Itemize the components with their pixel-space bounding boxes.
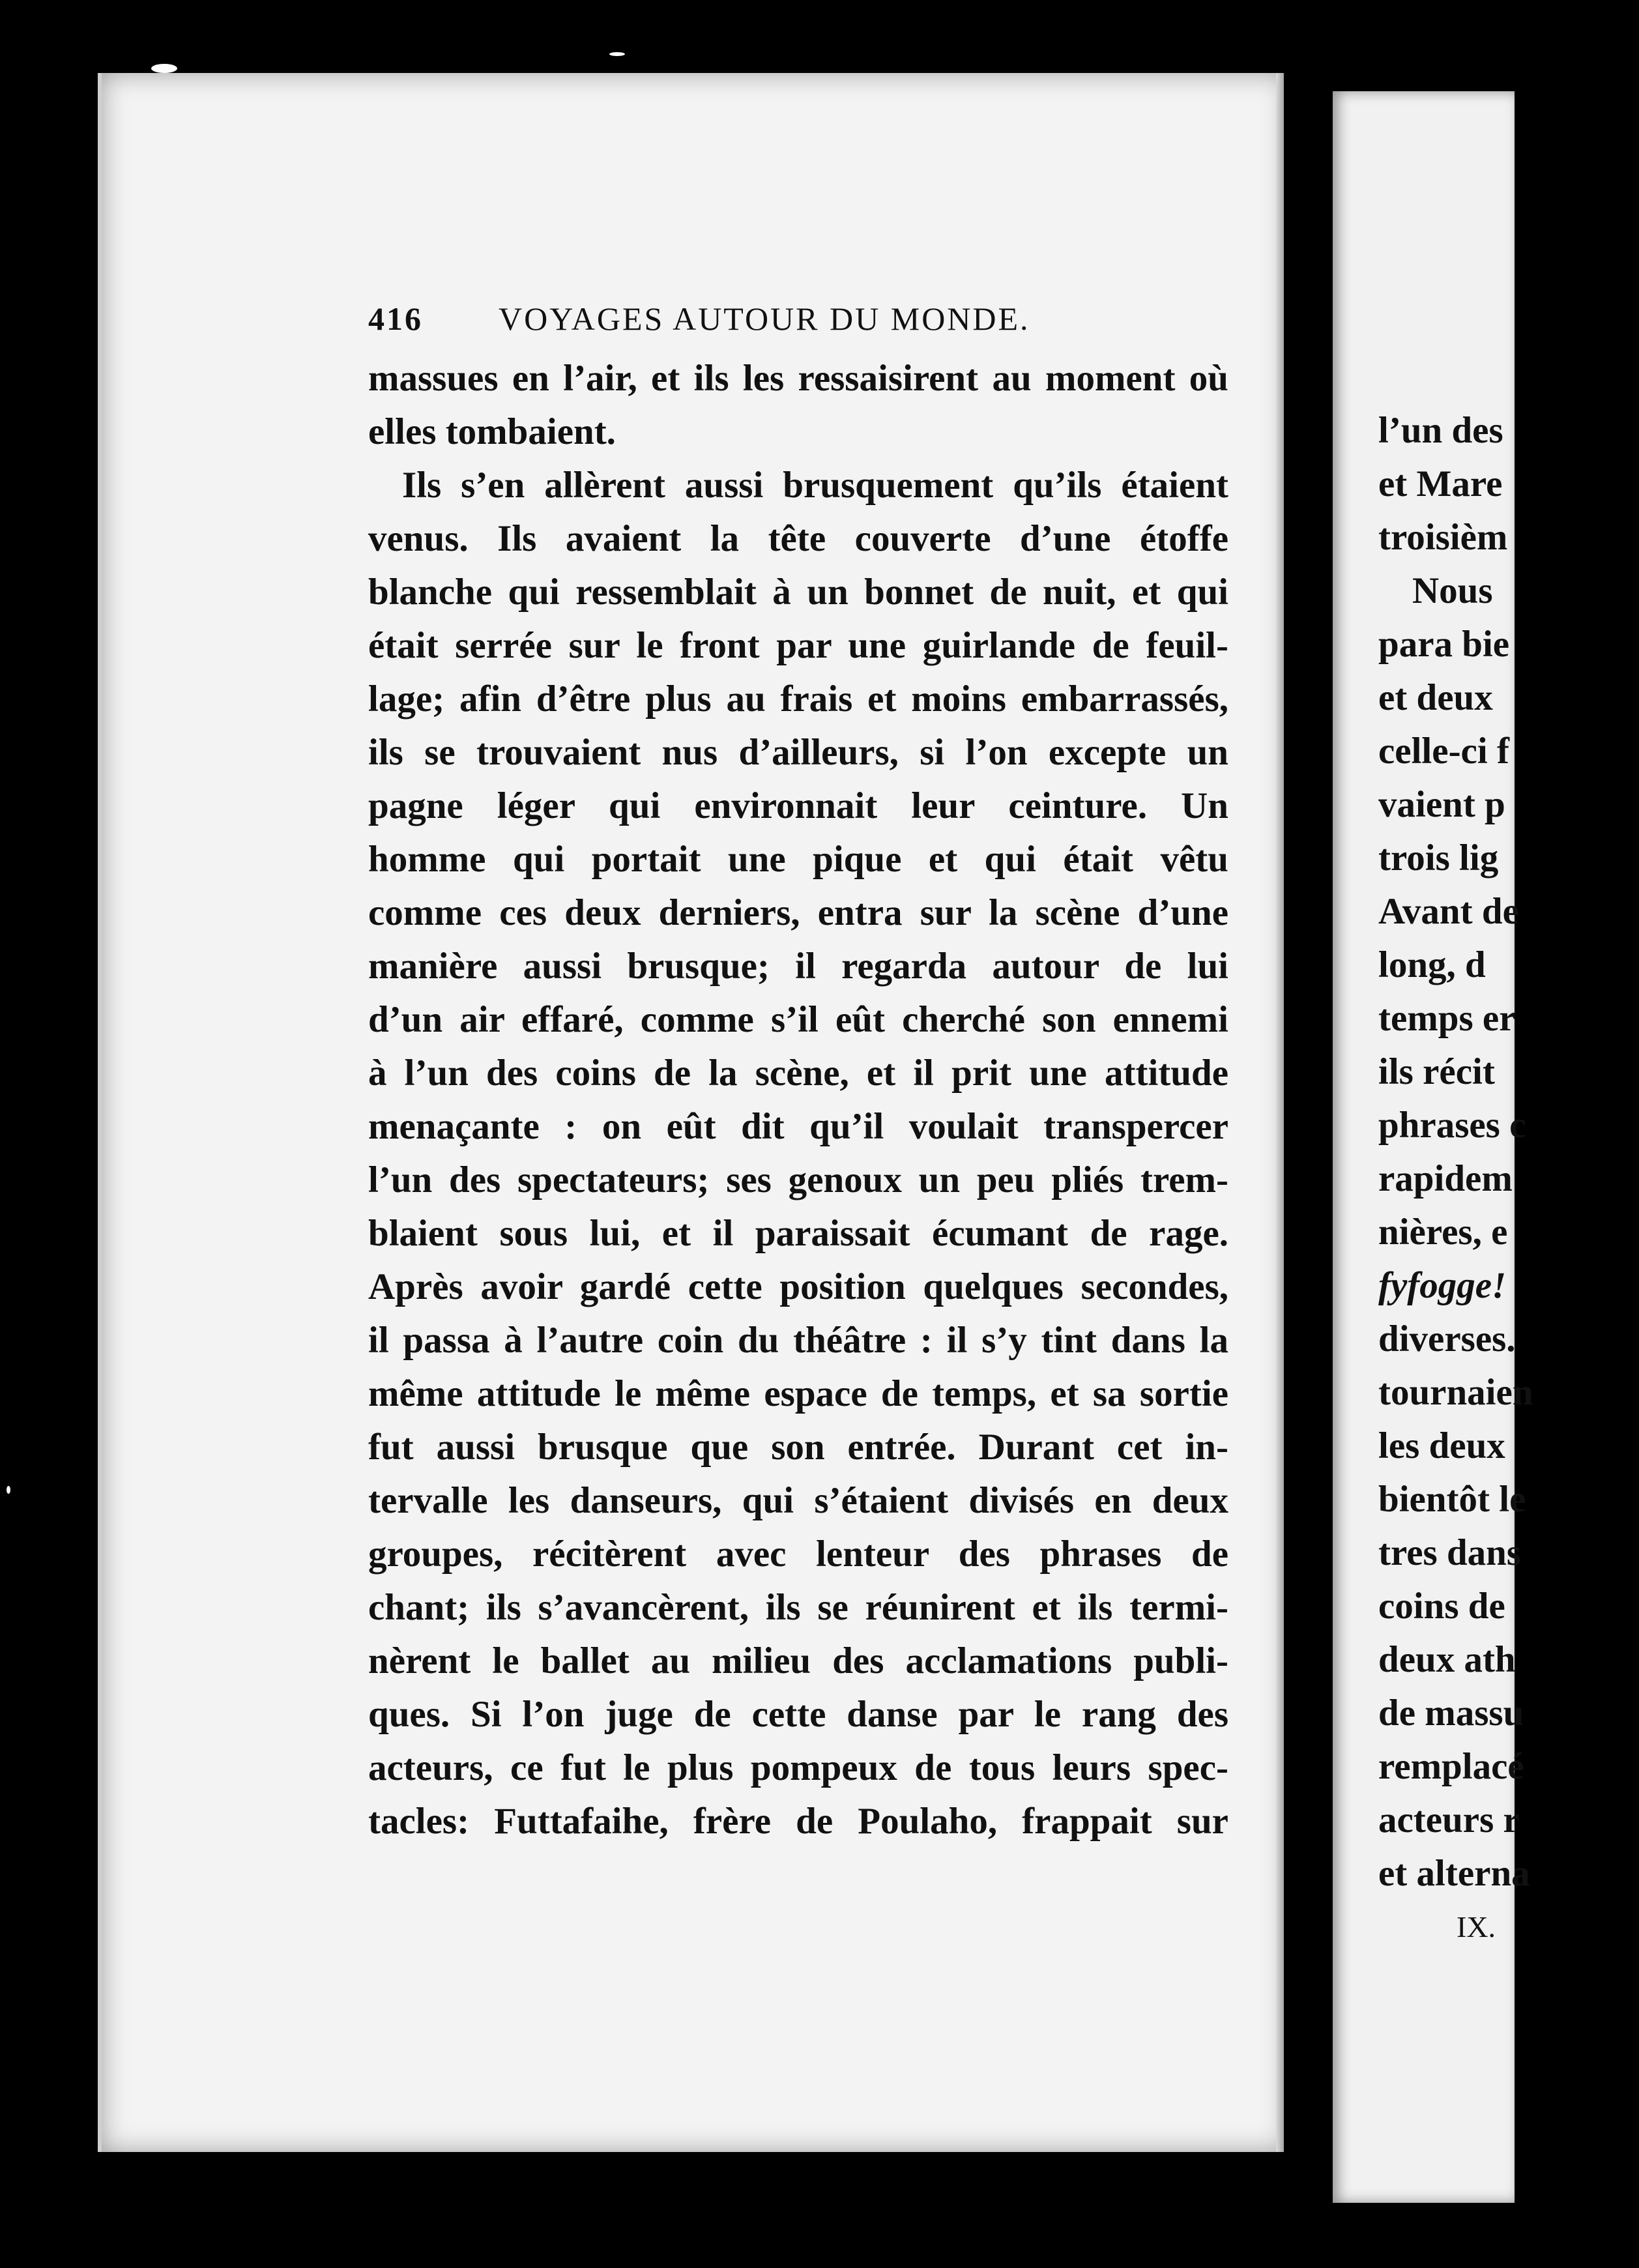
- left-page-text: [368, 352, 1228, 1848]
- right-text-line: vaient p: [1378, 784, 1505, 825]
- text-line: manière aussi brusque; il regarda autour de lui: [368, 946, 1228, 987]
- text-line: blanche qui ressemblait à un bonnet de nuit, et qui: [368, 572, 1228, 613]
- text-line: venus. Ils avaient la tête couverte d’une étoffe: [368, 518, 1228, 559]
- text-line: groupes, récitèrent avec lenteur des phrases de: [368, 1534, 1228, 1575]
- text-line: était serrée sur le front par une guirlande de feuil-: [368, 625, 1228, 666]
- right-text-line: tournaien: [1378, 1372, 1533, 1413]
- right-text-line: rapidem: [1378, 1158, 1513, 1199]
- right-text-line: coins de: [1378, 1586, 1505, 1627]
- right-text-line: l’un des: [1378, 410, 1503, 451]
- right-text-line: Nous: [1412, 570, 1493, 611]
- right-text-line: trois lig: [1378, 837, 1499, 879]
- text-line: menaçante : on eût dit qu’il voulait transpercer: [368, 1106, 1228, 1147]
- text-line: il passa à l’autre coin du théâtre : il s’y tint dans la: [368, 1320, 1228, 1361]
- scan-speck: [609, 52, 625, 56]
- text-line: l’un des spectateurs; ses genoux un peu pliés trem-: [368, 1159, 1228, 1200]
- text-line: homme qui portait une pique et qui était vêtu: [368, 839, 1228, 880]
- right-text-line: et alterna: [1378, 1853, 1530, 1894]
- scan-speck: [7, 1486, 10, 1494]
- right-text-line: long, d: [1378, 944, 1486, 985]
- book-gutter: [1284, 59, 1333, 2209]
- right-page-text: [1378, 404, 1639, 1954]
- page-number: 416: [368, 300, 423, 337]
- text-line: pagne léger qui environnait leur ceinture. Un: [368, 785, 1228, 826]
- right-text-line: Avant de: [1378, 891, 1519, 932]
- page-header: [368, 300, 1228, 338]
- right-text-line: fyfogge!: [1378, 1265, 1507, 1306]
- text-line: ils se trouvaient nus d’ailleurs, si l’on excepte un: [368, 732, 1228, 773]
- right-text-line: et Mare: [1378, 463, 1503, 504]
- text-line: tervalle les danseurs, qui s’étaient divisés en deux: [368, 1480, 1228, 1521]
- text-line: nèrent le ballet au milieu des acclamations publi-: [368, 1640, 1228, 1681]
- scan-speck: [151, 64, 177, 73]
- text-line: blaient sous lui, et il paraissait écumant de rage.: [368, 1213, 1228, 1254]
- right-text-line: de massu: [1378, 1693, 1524, 1734]
- text-line: elles tombaient.: [368, 411, 616, 452]
- text-line: chant; ils s’avancèrent, ils se réunirent et ils termi-: [368, 1587, 1228, 1628]
- right-text-line: et deux: [1378, 677, 1493, 718]
- right-text-line: phrases c: [1378, 1105, 1526, 1146]
- right-text-line: celle-ci f: [1378, 731, 1509, 772]
- right-text-line: bientôt le: [1378, 1479, 1526, 1520]
- right-text-line: tres dans: [1378, 1532, 1522, 1573]
- text-line: comme ces deux derniers, entra sur la scène d’une: [368, 892, 1228, 933]
- right-text-line: diverses.: [1378, 1318, 1516, 1359]
- right-page: [1333, 91, 1533, 2203]
- text-line: massues en l’air, et ils les ressaisirent au moment où: [368, 358, 1228, 399]
- text-line: ques. Si l’on juge de cette danse par le rang des: [368, 1694, 1228, 1735]
- running-head: VOYAGES AUTOUR DU MONDE.: [499, 300, 1030, 337]
- right-text-line: les deux: [1378, 1425, 1505, 1466]
- text-line: d’un air effaré, comme s’il eût cherché son ennemi: [368, 999, 1228, 1040]
- signature-mark: IX.: [1457, 1910, 1496, 1943]
- right-text-line: ils récit: [1378, 1051, 1495, 1092]
- text-line: tacles: Futtafaihe, frère de Poulaho, frappait sur: [368, 1801, 1228, 1842]
- right-text-line: acteurs r: [1378, 1799, 1520, 1840]
- text-line: acteurs, ce fut le plus pompeux de tous leurs spec-: [368, 1747, 1228, 1788]
- text-line: même attitude le même espace de temps, et sa sortie: [368, 1373, 1228, 1414]
- right-text-line: troisièm: [1378, 517, 1508, 558]
- right-text-line: nières, e: [1378, 1212, 1508, 1253]
- text-line: Après avoir gardé cette position quelques secondes,: [368, 1266, 1228, 1307]
- text-line: à l’un des coins de la scène, et il prit une attitude: [368, 1053, 1228, 1094]
- right-text-line: remplacé: [1378, 1746, 1524, 1787]
- text-line: lage; afin d’être plus au frais et moins embarrassés,: [368, 678, 1228, 720]
- text-line: fut aussi brusque que son entrée. Durant cet in-: [368, 1427, 1228, 1468]
- right-text-line: para bie: [1378, 624, 1510, 665]
- text-line: Ils s’en allèrent aussi brusquement qu’ils étaient: [402, 465, 1228, 506]
- right-text-line: deux ath: [1378, 1639, 1516, 1680]
- right-text-line: temps er: [1378, 998, 1516, 1039]
